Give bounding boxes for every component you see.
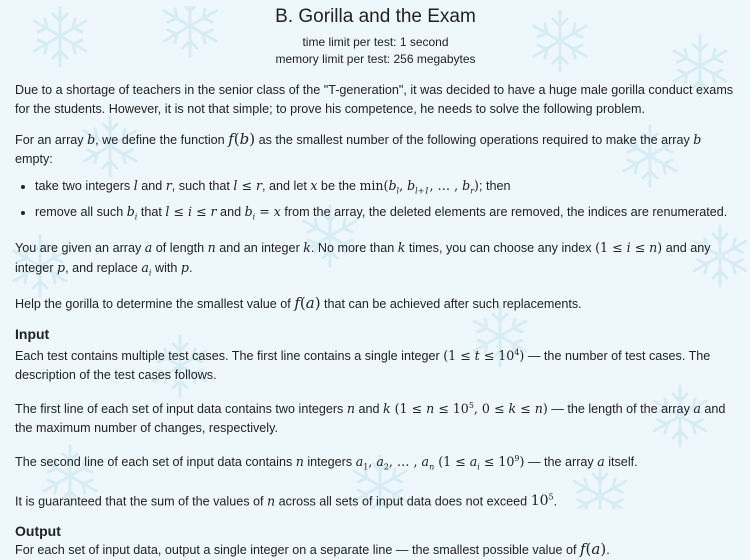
legend-given: You are given an array a of length n and an integer k. No more than k times, you can choose any index (1 ≤ i ≤ n) and any integer p, and replace $a_i$ with p. xyxy=(15,240,711,278)
input-first-line: The first line of each set of input data contains two integers n and k ($1 \le n \le 10^5$, 0 ≤ k ≤ n) — the length of the array a and the maximum number of changes, respectively. xyxy=(15,400,726,435)
operation-item: • remove all such $b_i$ that l ≤ i ≤ r and $b_i = x$ from the array, the deleted elements are removed, the indices are renumerated. xyxy=(35,202,736,228)
legend-function-definition: For an array b, we define the function f(b) as the smallest number of the following operations required to make the array b empty: xyxy=(15,130,702,166)
time-limit: time limit per test: 1 second xyxy=(302,35,449,49)
output-description: For each set of input data, output a single integer on a separate line — the smallest possible value of f(a). xyxy=(15,540,610,559)
output-heading: Output xyxy=(15,523,61,540)
input-heading: Input xyxy=(15,325,50,342)
legend-help: Help the gorilla to determine the smallest value of f(a) that can be achieved after such replacements. xyxy=(15,293,582,312)
input-second-line: The second line of each set of input data contains n integers $a_1$, $a_2$, … , $a_n$ $(1 \le a_i \le 10^9)$ — the array a itself. xyxy=(15,453,638,472)
memory-limit: memory limit per test: 256 megabytes xyxy=(275,52,476,66)
operations-list xyxy=(15,176,736,227)
legend-intro: Due to a shortage of teachers in the senior class of the "T-generation", it was decided to have a huge male gorilla conduct exams for the students. However, it is not that simple; to prove his competence, he needs to solve the following problem. xyxy=(15,83,734,116)
problem-title: B. Gorilla and the Exam xyxy=(275,6,476,27)
input-test-count: Each test contains multiple test cases. The first line contains a single integer $(1 \le t \le 10^4)$ — the number of test cases. The description of the test cases follows. xyxy=(15,347,711,382)
input-guarantee: It is guaranteed that the sum of the values of n across all sets of input data does not exceed $10^5$. xyxy=(15,492,558,510)
operation-item: • take two integers l and r, such that l ≤ r, and let x be the $\min(b_l$, $b_{l+1}$, … , $b_r$); then xyxy=(35,176,736,202)
